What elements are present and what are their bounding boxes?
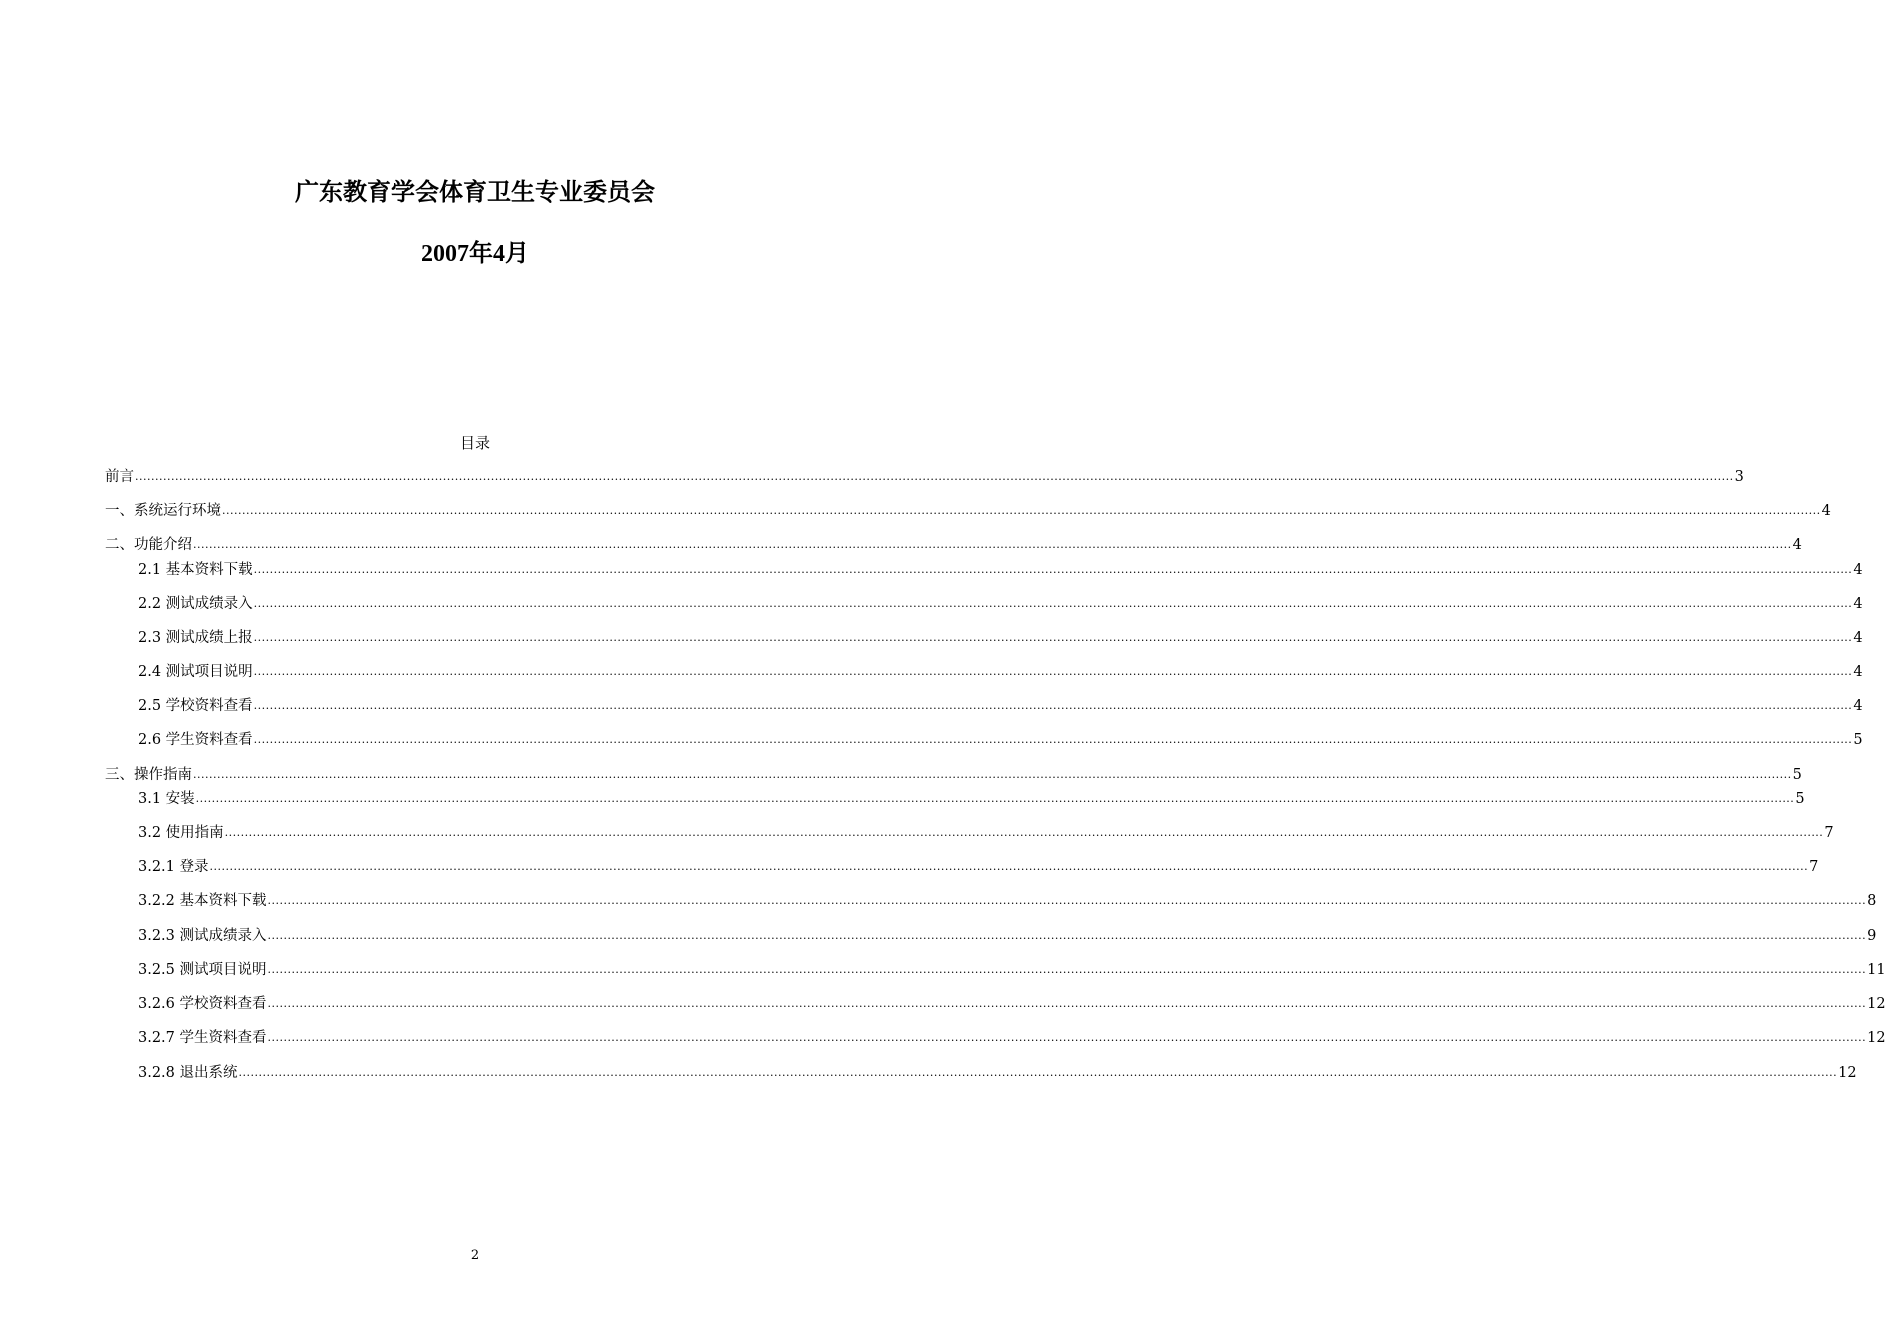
toc-leader-dots: ................................................................................................................................................................................................................................................................................................................................................................................................................ bbox=[267, 894, 1867, 907]
toc-entry-page: 4 bbox=[1853, 562, 1863, 578]
toc-entry-label: 一、系统运行环境 bbox=[105, 503, 221, 519]
toc-entry-label: 2.3 测试成绩上报 bbox=[138, 630, 253, 646]
toc-leader-dots: ................................................................................................................................................................................................................................................................................................................................................................................................................ bbox=[267, 929, 1867, 942]
toc-entry-page: 12 bbox=[1867, 996, 1886, 1012]
toc-entry-page: 5 bbox=[1853, 732, 1863, 748]
toc-entry-label: 3.1 安装 bbox=[138, 791, 195, 807]
toc-entry[interactable] bbox=[105, 765, 1802, 785]
toc-entry-page: 7 bbox=[1824, 825, 1834, 841]
toc-leader-dots: ................................................................................................................................................................................................................................................................................................................................................................................................................ bbox=[238, 1066, 1838, 1079]
toc-title: 目录 bbox=[459, 434, 490, 452]
toc-leader-dots: ................................................................................................................................................................................................................................................................................................................................................................................................................ bbox=[253, 563, 1853, 576]
toc-entry-label: 3.2.6 学校资料查看 bbox=[138, 996, 267, 1012]
toc-entry[interactable] bbox=[138, 1063, 1857, 1083]
toc-entry[interactable] bbox=[138, 891, 1877, 911]
toc-entry-page: 5 bbox=[1795, 791, 1805, 807]
toc-entry[interactable] bbox=[138, 857, 1819, 877]
toc-entry-page: 11 bbox=[1867, 962, 1886, 978]
toc-entry-label: 3.2.5 测试项目说明 bbox=[138, 962, 267, 978]
toc-entry[interactable] bbox=[105, 535, 1802, 555]
toc-leader-dots: ................................................................................................................................................................................................................................................................................................................................................................................................................ bbox=[195, 792, 1795, 805]
toc-entry-label: 3.2.3 测试成绩录入 bbox=[138, 928, 267, 944]
toc-entry-label: 2.6 学生资料查看 bbox=[138, 732, 253, 748]
organization-title: 广东教育学会体育卫生专业委员会 bbox=[295, 178, 655, 206]
toc-entry-label: 2.1 基本资料下载 bbox=[138, 562, 253, 578]
toc-entry[interactable] bbox=[138, 594, 1863, 614]
document-date: 2007年4月 bbox=[421, 241, 529, 267]
toc-entry-label: 3.2.1 登录 bbox=[138, 859, 209, 875]
toc-entry-page: 4 bbox=[1853, 698, 1863, 714]
toc-entry[interactable] bbox=[138, 789, 1805, 809]
toc-entry[interactable] bbox=[138, 994, 1886, 1014]
toc-leader-dots: ................................................................................................................................................................................................................................................................................................................................................................................................................ bbox=[253, 665, 1853, 678]
toc-entry-label: 3.2 使用指南 bbox=[138, 825, 224, 841]
toc-entry[interactable] bbox=[105, 501, 1831, 521]
toc-entry-label: 3.2.2 基本资料下载 bbox=[138, 893, 267, 909]
toc-leader-dots: ................................................................................................................................................................................................................................................................................................................................................................................................................ bbox=[253, 733, 1853, 746]
toc-entry-label: 2.2 测试成绩录入 bbox=[138, 596, 253, 612]
toc-entry[interactable] bbox=[138, 730, 1863, 750]
toc-entry-label: 2.4 测试项目说明 bbox=[138, 664, 253, 680]
toc-entry-page: 4 bbox=[1821, 503, 1831, 519]
toc-entry-label: 前言 bbox=[105, 469, 134, 485]
toc-entry-label: 2.5 学校资料查看 bbox=[138, 698, 253, 714]
toc-entry[interactable] bbox=[138, 1028, 1886, 1048]
toc-entry-page: 3 bbox=[1734, 469, 1744, 485]
toc-leader-dots: ................................................................................................................................................................................................................................................................................................................................................................................................................ bbox=[253, 631, 1853, 644]
toc-entry[interactable] bbox=[105, 467, 1744, 487]
toc-entry[interactable] bbox=[138, 696, 1863, 716]
toc-entry-label: 3.2.7 学生资料查看 bbox=[138, 1030, 267, 1046]
toc-leader-dots: ................................................................................................................................................................................................................................................................................................................................................................................................................ bbox=[209, 860, 1809, 873]
toc-entry[interactable] bbox=[138, 926, 1877, 946]
toc-leader-dots: ................................................................................................................................................................................................................................................................................................................................................................................................................ bbox=[224, 826, 1824, 839]
toc-entry[interactable] bbox=[138, 628, 1863, 648]
toc-entry-page: 12 bbox=[1867, 1030, 1886, 1046]
toc-entry-label: 三、操作指南 bbox=[105, 767, 192, 783]
toc-entry[interactable] bbox=[138, 560, 1863, 580]
toc-leader-dots: ................................................................................................................................................................................................................................................................................................................................................................................................................ bbox=[253, 597, 1853, 610]
toc-entry-label: 3.2.8 退出系统 bbox=[138, 1065, 238, 1081]
toc-entry-page: 7 bbox=[1809, 859, 1819, 875]
toc-leader-dots: ................................................................................................................................................................................................................................................................................................................................................................................................................ bbox=[253, 699, 1853, 712]
toc-leader-dots: ................................................................................................................................................................................................................................................................................................................................................................................................................ bbox=[267, 1031, 1867, 1044]
toc-entry[interactable] bbox=[138, 823, 1834, 843]
toc-leader-dots: ................................................................................................................................................................................................................................................................................................................................................................................................................ bbox=[193, 768, 1792, 781]
toc-entry-page: 4 bbox=[1853, 630, 1863, 646]
toc-leader-dots: ................................................................................................................................................................................................................................................................................................................................................................................................................ bbox=[135, 470, 1734, 483]
toc-entry-page: 4 bbox=[1853, 596, 1863, 612]
toc-entry-page: 12 bbox=[1838, 1065, 1857, 1081]
toc-entry-page: 4 bbox=[1792, 537, 1802, 553]
page-number: 2 bbox=[470, 1248, 480, 1263]
toc-entry-page: 9 bbox=[1867, 928, 1877, 944]
toc-entry-page: 5 bbox=[1792, 767, 1802, 783]
toc-entry[interactable] bbox=[138, 960, 1886, 980]
toc-leader-dots: ................................................................................................................................................................................................................................................................................................................................................................................................................ bbox=[222, 504, 1821, 517]
toc-entry-page: 8 bbox=[1867, 893, 1877, 909]
toc-leader-dots: ................................................................................................................................................................................................................................................................................................................................................................................................................ bbox=[267, 997, 1867, 1010]
toc-leader-dots: ................................................................................................................................................................................................................................................................................................................................................................................................................ bbox=[193, 538, 1792, 551]
toc-entry[interactable] bbox=[138, 662, 1863, 682]
toc-entry-label: 二、功能介绍 bbox=[105, 537, 192, 553]
toc-entry-page: 4 bbox=[1853, 664, 1863, 680]
toc-leader-dots: ................................................................................................................................................................................................................................................................................................................................................................................................................ bbox=[267, 963, 1867, 976]
